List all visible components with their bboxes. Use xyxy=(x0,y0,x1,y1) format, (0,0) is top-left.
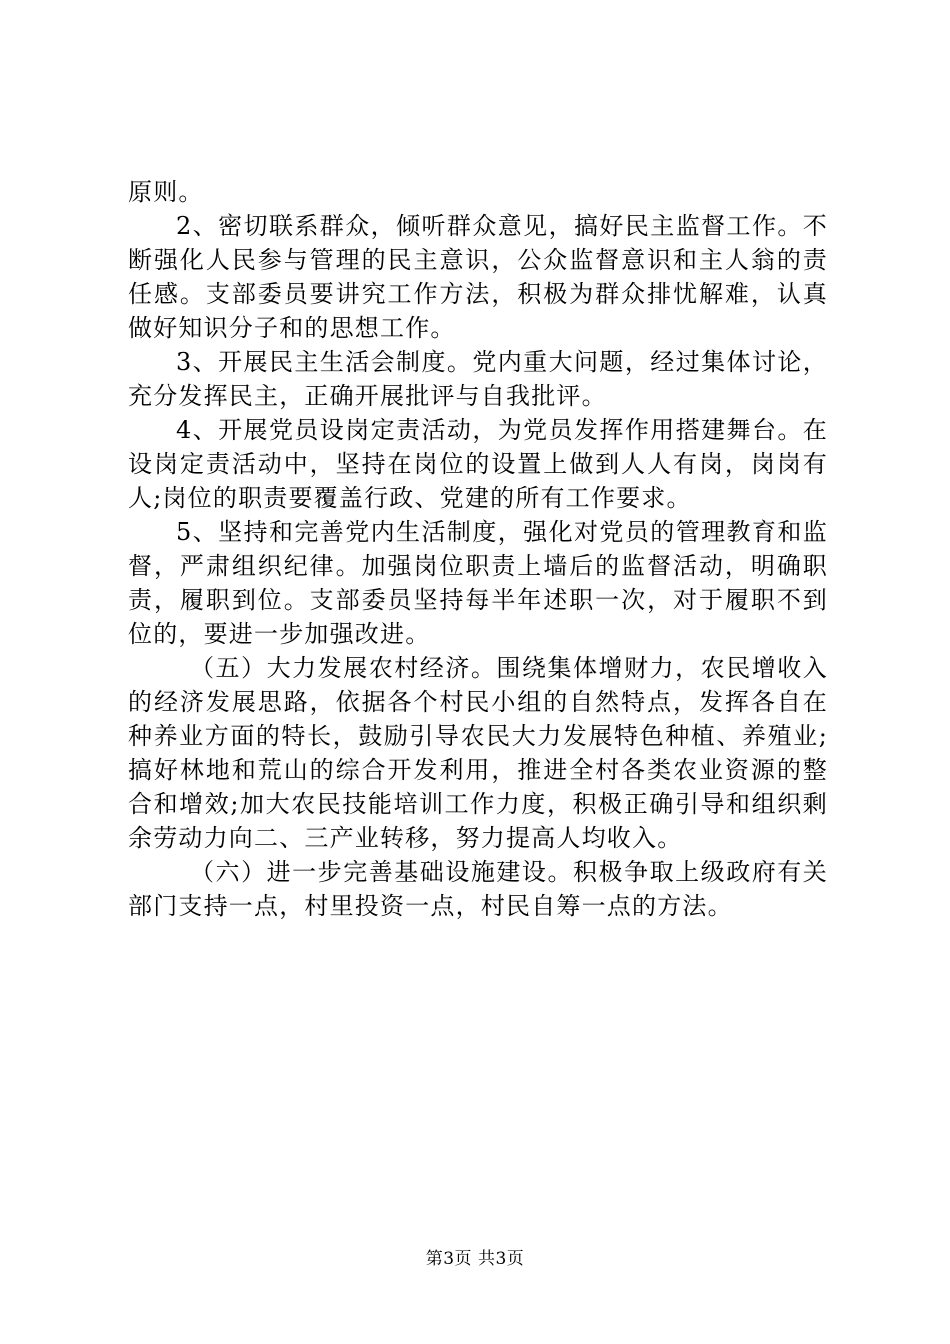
document-body xyxy=(128,175,828,923)
paragraph-item-5: 5、坚持和完善党内生活制度，强化对党员的管理教育和监督，严肃组织纪律。加强岗位职责上墙后的监督活动，明确职责，履职到位。支部委员坚持每半年述职一次，对于履职不到位的，要进一步加强改进。 xyxy=(128,518,828,648)
paragraph-item-3: 3、开展民主生活会制度。党内重大问题，经过集体讨论，充分发挥民主，正确开展批评与自我批评。 xyxy=(128,348,828,410)
paragraph-section-5: （五）大力发展农村经济。围绕集体增财力，农民增收入的经济发展思路，依据各个村民小组的自然特点，发挥各自在种养业方面的特长，鼓励引导农民大力发展特色种植、养殖业;搞好林地和荒山的综合开发利用，推进全村各类农业资源的整合和增效;加大农民技能培训工作力度，积极正确引导和组织剩余劳动力向二、三产业转移，努力提高人均收入。 xyxy=(128,654,828,852)
paragraph-item-2: 2、密切联系群众，倾听群众意见，搞好民主监督工作。不断强化人民参与管理的民主意识，公众监督意识和主人翁的责任感。支部委员要讲究工作方法，积极为群众排忧解难，认真做好知识分子和的思想工作。 xyxy=(128,212,828,342)
page-footer: 第3页 共3页 xyxy=(425,1249,525,1269)
paragraph-continuation: 原则。 xyxy=(128,178,204,206)
paragraph-item-4: 4、开展党员设岗定责活动，为党员发挥作用搭建舞台。在设岗定责活动中，坚持在岗位的设置上做到人人有岗，岗岗有人;岗位的职责要覆盖行政、党建的所有工作要求。 xyxy=(128,416,828,512)
paragraph-section-6: （六）进一步完善基础设施建设。积极争取上级政府有关部门支持一点，村里投资一点，村民自筹一点的方法。 xyxy=(128,858,828,920)
